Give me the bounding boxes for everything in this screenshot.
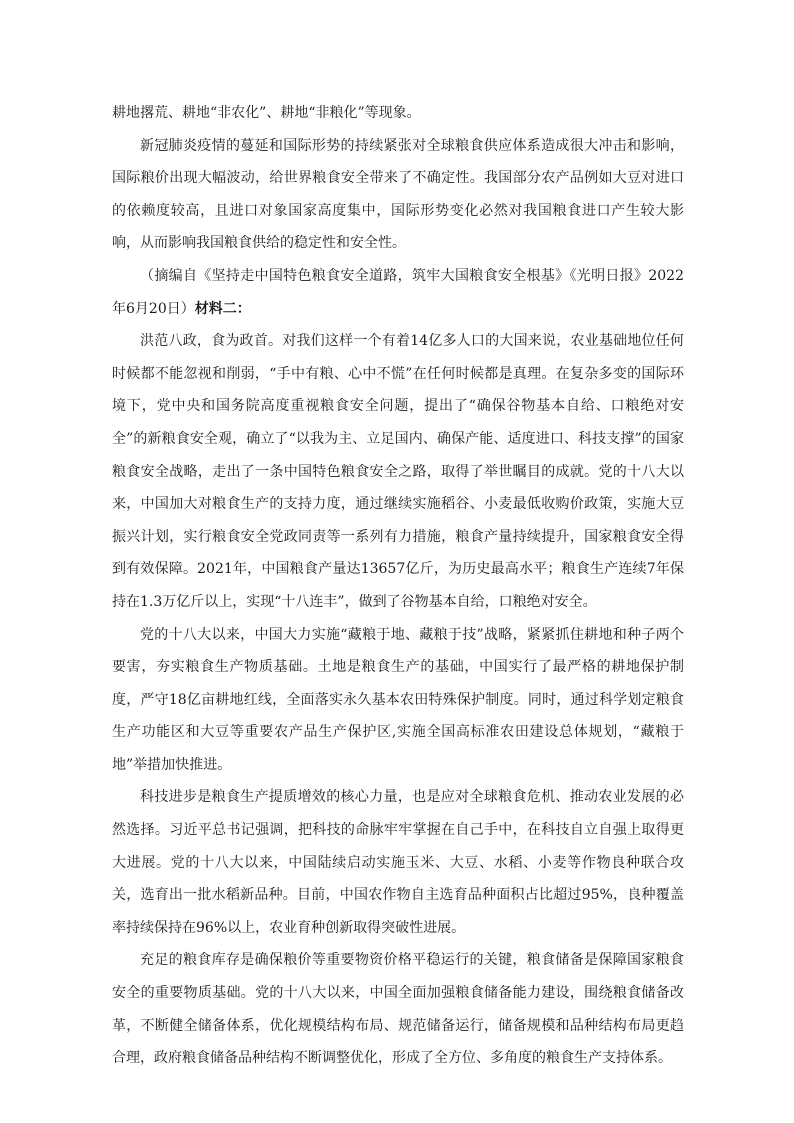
paragraph-covid-impact: 新冠肺炎疫情的蔓延和国际形势的持续紧张对全球粮食供应体系造成很大冲击和影响，国际粮价出现大幅波动，给世界粮食安全带来了不确定性。我国部分农产品例如大豆对进口的依赖度较高，且进口对象国家高度集中，国际形势变化必然对我国粮食进口产生较大影响，从而影响我国粮食供给的稳定性和安全性。: [112, 137, 684, 252]
paragraph-food-policy: 洪范八政，食为政首。对我们这样一个有着14亿多人口的大国来说，农业基础地位任何时候都不能忽视和削弱，“手中有粮、心中不慌”在任何时候都是真理。在复杂多变的国际环境下，党中央和国务院高度重视粮食安全问题，提出了“确保谷物基本自给、口粮绝对安全”的新粮食安全观，确立了“以我为主、立足国内、确保产能、适度进口、科技支撑”的国家粮食安全战略，走出了一条中国特色粮食安全之路，取得了举世瞩目的成就。党的十八大以来，中国加大对粮食生产的支持力度，通过继续实施稻谷、小麦最低收购价政策，实施大豆振兴计划，实行粮食安全党政同责等一系列有力措施，粮食产量持续提升，国家粮食安全得到有效保障。2021年，中国粮食产量达13657亿斤，为历史最高水平；粮食生产连续7年保持在1.3万亿斤以上，实现“十八连丰”，做到了谷物基本自给，口粮绝对安全。: [112, 333, 684, 610]
document-body: [112, 97, 684, 1075]
material-two-heading: 材料二：: [194, 300, 251, 317]
citation-text: （摘编自《坚持走中国特色粮食安全道路，筑牢大国粮食安全根基》《光明日报》2022年6月20日）: [112, 267, 684, 317]
paragraph-land-strategy: 党的十八大以来，中国大力实施“藏粮于地、藏粮于技”战略，紧紧抓住耕地和种子两个要害，夯实粮食生产物质基础。土地是粮食生产的基础，中国实行了最严格的耕地保护制度，严守18亿亩耕地红线，全面落实永久基本农田特殊保护制度。同时，通过科学划定粮食生产功能区和大豆等重要农产品生产保护区,实施全国高标准农田建设总体规划，“藏粮于地”举措加快推进。: [112, 626, 684, 773]
paragraph-continuation: 耕地撂荒、耕地“非农化”、耕地“非粮化”等现象。: [112, 105, 421, 121]
paragraph-technology: 科技进步是粮食生产提质增效的核心力量，也是应对全球粮食危机、推动农业发展的必然选择。习近平总书记强调，把科技的命脉牢牢掌握在自己手中，在科技自立自强上取得更大进展。党的十八大以来，中国陆续启动实施玉米、大豆、水稻、小麦等作物良种联合攻关，选育出一批水稻新品种。目前，中国农作物自主选育品种面积占比超过95%，良种覆盖率持续保持在96%以上，农业育种创新取得突破性进展。: [112, 789, 684, 936]
paragraph-source-citation: [112, 260, 684, 325]
paragraph-grain-reserve: 充足的粮食库存是确保粮价等重要物资价格平稳运行的关键，粮食储备是保障国家粮食安全的重要物质基础。党的十八大以来，中国全面加强粮食储备能力建设，围绕粮食储备改革，不断健全储备体系，优化规模结构布局、规范储备运行，储备规模和品种结构布局更趋合理，政府粮食储备品种结构不断调整优化，形成了全方位、多角度的粮食生产支持体系。: [112, 952, 684, 1067]
